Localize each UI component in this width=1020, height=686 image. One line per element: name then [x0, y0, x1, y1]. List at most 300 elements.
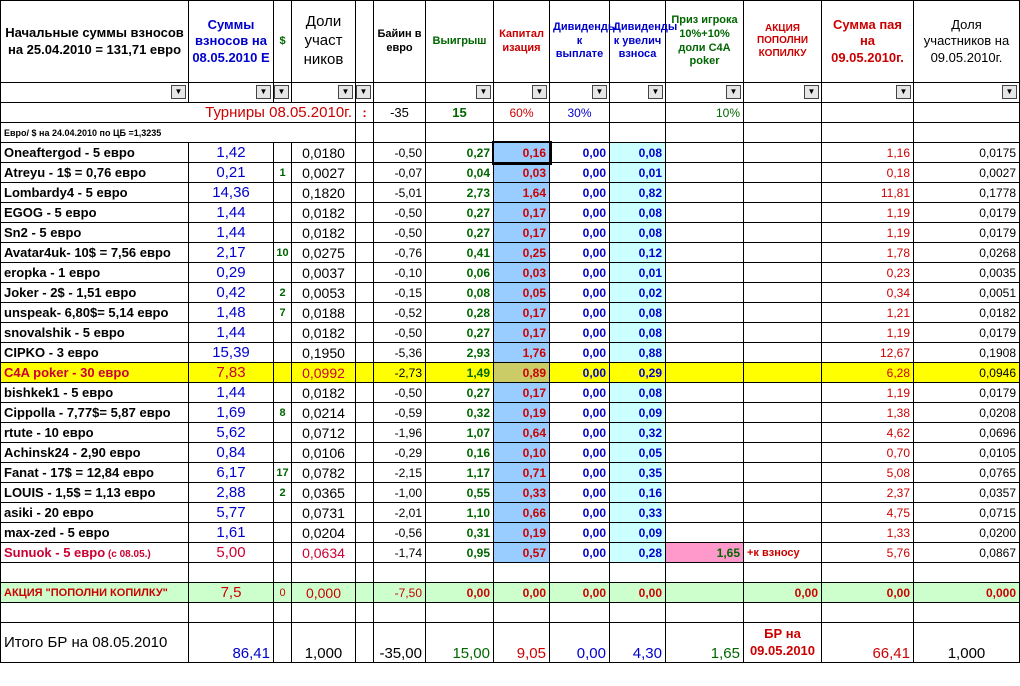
blank-cell — [822, 603, 914, 623]
prize-value — [666, 163, 744, 183]
dividend-increase-value: 0,08 — [610, 203, 666, 223]
header-dividends-increase: Дивиденды к увелич взноса — [610, 1, 666, 83]
blank-cell — [356, 383, 374, 403]
dividend-payout-value: 0,00 — [550, 323, 610, 343]
spacer-row — [1, 563, 1020, 583]
participant-name: bishkek1 - 5 евро — [1, 383, 189, 403]
blank-cell — [914, 563, 1020, 583]
header-initial-sums: Начальные суммы взносов на 25.04.2010 = 131,71 евро — [1, 1, 189, 83]
dividend-increase-value: 0,12 — [610, 243, 666, 263]
pay-sum-value: 1,33 — [822, 523, 914, 543]
table-row — [1, 483, 1020, 503]
new-share-value: 0,0182 — [914, 303, 1020, 323]
filter-dropdown-icon[interactable]: ▼ — [476, 85, 491, 99]
buyin-value: -0,76 — [374, 243, 426, 263]
akciya-usd: 0 — [274, 583, 292, 603]
filter-dropdown-icon[interactable]: ▼ — [1002, 85, 1017, 99]
contribution-sum: 1,42 — [189, 143, 274, 163]
win-value: 0,27 — [426, 383, 494, 403]
usd-amount: 17 — [274, 463, 292, 483]
dividend-payout-value: 0,00 — [550, 383, 610, 403]
dividend-increase-value: 0,01 — [610, 263, 666, 283]
akciya-divinc: 0,00 — [610, 583, 666, 603]
pay-sum-value: 1,19 — [822, 323, 914, 343]
blank-cell — [610, 563, 666, 583]
prize-value — [666, 483, 744, 503]
blank-cell — [494, 603, 550, 623]
capitalization-value: 0,33 — [494, 483, 550, 503]
usd-amount — [274, 383, 292, 403]
share-value: 0,0365 — [292, 483, 356, 503]
contribution-sum: 1,48 — [189, 303, 274, 323]
akciya-value — [744, 483, 822, 503]
usd-amount: 2 — [274, 283, 292, 303]
header-prize: Приз игрока 10%+10% доли С4А poker — [666, 1, 744, 83]
participant-name: Avatar4uk- 10$ = 7,56 евро — [1, 243, 189, 263]
buyin-value: -2,73 — [374, 363, 426, 383]
buyin-value: -0,50 — [374, 383, 426, 403]
participant-name: Achinsk24 - 2,90 евро — [1, 443, 189, 463]
header-buyin: Байин в евро — [374, 1, 426, 83]
table-row — [1, 403, 1020, 423]
akciya-akc: 0,00 — [744, 583, 822, 603]
blank-cell — [666, 563, 744, 583]
dividend-payout-value: 0,00 — [550, 203, 610, 223]
total-newshare: 1,000 — [914, 623, 1020, 663]
blank-cell — [744, 563, 822, 583]
new-share-value: 0,0715 — [914, 503, 1020, 523]
share-value: 0,0182 — [292, 223, 356, 243]
dividend-payout-value: 0,00 — [550, 363, 610, 383]
filter-dropdown-icon[interactable]: ▼ — [356, 85, 371, 99]
blank-cell — [1, 603, 189, 623]
table-row — [1, 263, 1020, 283]
buyin-value: -5,36 — [374, 343, 426, 363]
participant-name: Fanat - 17$ = 12,84 евро — [1, 463, 189, 483]
dividend-increase-value: 0,05 — [610, 443, 666, 463]
capitalization-value: 0,17 — [494, 303, 550, 323]
filter-dropdown-icon[interactable]: ▼ — [804, 85, 819, 99]
dividend-payout-value: 0,00 — [550, 283, 610, 303]
dividend-increase-value: 0,08 — [610, 323, 666, 343]
usd-amount — [274, 503, 292, 523]
contribution-sum: 1,44 — [189, 323, 274, 343]
new-share-value: 0,0175 — [914, 143, 1020, 163]
capitalization-value: 0,19 — [494, 403, 550, 423]
prize-value — [666, 383, 744, 403]
usd-amount — [274, 183, 292, 203]
win-value: 2,93 — [426, 343, 494, 363]
filter-dropdown-icon[interactable]: ▼ — [274, 85, 289, 99]
win-value: 1,10 — [426, 503, 494, 523]
dividend-payout-value: 0,00 — [550, 403, 610, 423]
filter-dropdown-icon[interactable]: ▼ — [338, 85, 353, 99]
filter-dropdown-icon[interactable]: ▼ — [896, 85, 911, 99]
participant-name: Atreyu - 1$ = 0,76 евро — [1, 163, 189, 183]
tournament-div-pct: 30% — [567, 105, 592, 120]
dividend-payout-value: 0,00 — [550, 443, 610, 463]
blank-cell — [374, 563, 426, 583]
participant-name: rtute - 10 евро — [1, 423, 189, 443]
dividend-payout-value: 0,00 — [550, 543, 610, 563]
blank-cell — [356, 243, 374, 263]
table-row — [1, 543, 1020, 563]
participant-name: LOUIS - 1,5$ = 1,13 евро — [1, 483, 189, 503]
blank-cell — [292, 563, 356, 583]
filter-dropdown-icon[interactable]: ▼ — [592, 85, 607, 99]
akciya-win: 0,00 — [426, 583, 494, 603]
buyin-value: -2,15 — [374, 463, 426, 483]
blank-cell — [356, 423, 374, 443]
new-share-value: 0,0179 — [914, 203, 1020, 223]
usd-amount — [274, 203, 292, 223]
pay-sum-value: 0,23 — [822, 263, 914, 283]
dividend-payout-value: 0,00 — [550, 163, 610, 183]
usd-amount — [274, 443, 292, 463]
new-share-value: 0,1778 — [914, 183, 1020, 203]
prize-value — [666, 343, 744, 363]
win-value: 0,32 — [426, 403, 494, 423]
prize-value — [666, 263, 744, 283]
blank-cell — [356, 163, 374, 183]
share-value: 0,0106 — [292, 443, 356, 463]
pay-sum-value: 1,78 — [822, 243, 914, 263]
pay-sum-value: 5,76 — [822, 543, 914, 563]
contribution-sum: 2,17 — [189, 243, 274, 263]
blank-cell — [356, 283, 374, 303]
akciya-value — [744, 303, 822, 323]
capitalization-value: 0,03 — [494, 263, 550, 283]
contribution-sum: 0,21 — [189, 163, 274, 183]
akciya-buyin: -7,50 — [374, 583, 426, 603]
prize-value — [666, 223, 744, 243]
blank-cell — [356, 503, 374, 523]
table-row — [1, 183, 1020, 203]
dividend-increase-value: 0,33 — [610, 503, 666, 523]
new-share-value: 0,0179 — [914, 223, 1020, 243]
blank-cell — [356, 303, 374, 323]
participant-name: unspeak- 6,80$= 5,14 евро — [1, 303, 189, 323]
akciya-label: АКЦИЯ "ПОПОЛНИ КОПИЛКУ" — [1, 583, 189, 603]
buyin-value: -1,74 — [374, 543, 426, 563]
blank-cell — [356, 523, 374, 543]
capitalization-value: 0,10 — [494, 443, 550, 463]
buyin-value: -0,56 — [374, 523, 426, 543]
pay-sum-value: 4,75 — [822, 503, 914, 523]
blank-cell — [356, 543, 374, 563]
contribution-sum: 5,62 — [189, 423, 274, 443]
dividend-increase-value: 0,88 — [610, 343, 666, 363]
dividend-payout-value: 0,00 — [550, 303, 610, 323]
dividend-increase-value: 0,08 — [610, 383, 666, 403]
capitalization-value: 0,25 — [494, 243, 550, 263]
dividend-increase-value: 0,82 — [610, 183, 666, 203]
usd-amount — [274, 363, 292, 383]
blank-cell — [744, 603, 822, 623]
capitalization-value: 0,17 — [494, 323, 550, 343]
total-share: 1,000 — [292, 623, 356, 663]
dividend-increase-value: 0,01 — [610, 163, 666, 183]
header-usd: $ — [274, 1, 292, 83]
blank-cell — [356, 603, 374, 623]
blank-cell — [356, 343, 374, 363]
usd-amount — [274, 263, 292, 283]
pay-sum-value: 1,19 — [822, 383, 914, 403]
new-share-value: 0,0035 — [914, 263, 1020, 283]
blank-cell — [356, 183, 374, 203]
table-row — [1, 203, 1020, 223]
table-row — [1, 323, 1020, 343]
win-value: 0,06 — [426, 263, 494, 283]
dividend-increase-value: 0,02 — [610, 283, 666, 303]
contribution-sum: 15,39 — [189, 343, 274, 363]
blank-cell — [274, 563, 292, 583]
prize-value — [666, 443, 744, 463]
contribution-sum: 0,42 — [189, 283, 274, 303]
capitalization-value: 1,64 — [494, 183, 550, 203]
capitalization-value: 0,64 — [494, 423, 550, 443]
prize-value — [666, 183, 744, 203]
akciya-value — [744, 463, 822, 483]
akciya-sum: 7,5 — [189, 583, 274, 603]
dividend-increase-value: 0,29 — [610, 363, 666, 383]
pay-sum-value: 12,67 — [822, 343, 914, 363]
participant-name: CIPKO - 3 евро — [1, 343, 189, 363]
pay-sum-value: 1,16 — [822, 143, 914, 163]
filter-dropdown-icon[interactable]: ▼ — [726, 85, 741, 99]
total-div: 0,00 — [550, 623, 610, 663]
total-win: 15,00 — [426, 623, 494, 663]
share-value: 0,0992 — [292, 363, 356, 383]
share-value: 0,0037 — [292, 263, 356, 283]
blank-cell — [356, 443, 374, 463]
share-value: 0,0180 — [292, 143, 356, 163]
dividend-payout-value: 0,00 — [550, 423, 610, 443]
share-value: 0,0712 — [292, 423, 356, 443]
buyin-value: -1,00 — [374, 483, 426, 503]
win-value: 0,28 — [426, 303, 494, 323]
buyin-value: -1,96 — [374, 423, 426, 443]
akciya-value — [744, 323, 822, 343]
contribution-sum: 14,36 — [189, 183, 274, 203]
win-value: 0,31 — [426, 523, 494, 543]
akciya-value — [744, 363, 822, 383]
filter-dropdown-icon[interactable]: ▼ — [171, 85, 186, 99]
dividend-increase-value: 0,08 — [610, 143, 666, 163]
total-prize: 1,65 — [666, 623, 744, 663]
participant-name: Sunuok - 5 евро (с 08.05.) — [1, 543, 189, 563]
dividend-payout-value: 0,00 — [550, 143, 610, 163]
rate-note: Евро/ $ на 24.04.2010 по ЦБ =1,3235 — [4, 127, 162, 138]
contribution-sum: 6,17 — [189, 463, 274, 483]
capitalization-value: 1,76 — [494, 343, 550, 363]
win-value: 2,73 — [426, 183, 494, 203]
blank-cell — [356, 623, 374, 663]
buyin-value: -0,50 — [374, 143, 426, 163]
table-row — [1, 223, 1020, 243]
table-row — [1, 303, 1020, 323]
buyin-value: -0,10 — [374, 263, 426, 283]
share-value: 0,0214 — [292, 403, 356, 423]
dividend-payout-value: 0,00 — [550, 503, 610, 523]
akciya-row — [1, 583, 1020, 603]
akciya-value — [744, 383, 822, 403]
new-share-value: 0,0200 — [914, 523, 1020, 543]
pay-sum-value: 6,28 — [822, 363, 914, 383]
header-new-shares: Доля участников на 09.05.2010г. — [914, 1, 1020, 83]
participant-name: EGOG - 5 евро — [1, 203, 189, 223]
blank-cell — [1, 563, 189, 583]
blank-cell — [494, 563, 550, 583]
filter-row — [1, 83, 1020, 103]
tournament-buyin: -35 — [390, 105, 409, 120]
usd-amount — [274, 323, 292, 343]
prize-value — [666, 463, 744, 483]
share-value: 0,0053 — [292, 283, 356, 303]
win-value: 0,08 — [426, 283, 494, 303]
contribution-sum: 1,69 — [189, 403, 274, 423]
usd-amount: 7 — [274, 303, 292, 323]
participant-name: snovalshik - 5 евро — [1, 323, 189, 343]
new-share-value: 0,0179 — [914, 383, 1020, 403]
header-sums-0805: Суммы взносов на 08.05.2010 Е — [189, 1, 274, 83]
contribution-sum: 0,84 — [189, 443, 274, 463]
header-capitalization: Капитал изация — [494, 1, 550, 83]
total-label: Итого БР на 08.05.2010 — [1, 623, 189, 663]
capitalization-value: 0,89 — [494, 363, 550, 383]
akciya-value — [744, 163, 822, 183]
akciya-value — [744, 403, 822, 423]
filter-dropdown-icon[interactable]: ▼ — [256, 85, 271, 99]
blank-cell — [822, 563, 914, 583]
pay-sum-value: 11,81 — [822, 183, 914, 203]
blank-cell — [189, 563, 274, 583]
dividend-payout-value: 0,00 — [550, 263, 610, 283]
header-win: Выигрыш — [426, 1, 494, 83]
blank-cell — [274, 623, 292, 663]
pay-sum-value: 4,62 — [822, 423, 914, 443]
share-value: 0,0204 — [292, 523, 356, 543]
capitalization-value: 0,17 — [494, 223, 550, 243]
capitalization-value: 0,66 — [494, 503, 550, 523]
akciya-value — [744, 423, 822, 443]
new-share-value: 0,0105 — [914, 443, 1020, 463]
blank-cell — [356, 563, 374, 583]
prize-value — [666, 403, 744, 423]
usd-amount — [274, 223, 292, 243]
participant-name: C4A poker - 30 евро — [1, 363, 189, 383]
akciya-value — [744, 243, 822, 263]
usd-amount — [274, 523, 292, 543]
share-value: 0,0027 — [292, 163, 356, 183]
new-share-value: 0,0027 — [914, 163, 1020, 183]
new-share-value: 0,0268 — [914, 243, 1020, 263]
contribution-sum: 1,44 — [189, 223, 274, 243]
total-br-label: БР на 09.05.2010 — [744, 623, 822, 663]
prize-value — [666, 363, 744, 383]
blank-cell — [356, 323, 374, 343]
buyin-value: -0,50 — [374, 203, 426, 223]
blank-cell — [356, 223, 374, 243]
blank-cell — [356, 483, 374, 503]
table-row — [1, 523, 1020, 543]
total-pay: 66,41 — [822, 623, 914, 663]
capitalization-value: 0,57 — [494, 543, 550, 563]
blank-cell — [356, 583, 374, 603]
win-value: 0,04 — [426, 163, 494, 183]
filter-dropdown-icon[interactable]: ▼ — [532, 85, 547, 99]
buyin-value: -0,59 — [374, 403, 426, 423]
table-row — [1, 383, 1020, 403]
akciya-value — [744, 283, 822, 303]
contribution-sum: 5,77 — [189, 503, 274, 523]
win-value: 1,07 — [426, 423, 494, 443]
akciya-value: +к взносу — [744, 543, 822, 563]
capitalization-value: 0,16 — [494, 143, 550, 163]
win-value: 0,41 — [426, 243, 494, 263]
blank-cell — [292, 603, 356, 623]
table-row — [1, 423, 1020, 443]
prize-value — [666, 423, 744, 443]
filter-dropdown-icon[interactable]: ▼ — [648, 85, 663, 99]
share-value: 0,0782 — [292, 463, 356, 483]
share-value: 0,1950 — [292, 343, 356, 363]
pay-sum-value: 5,08 — [822, 463, 914, 483]
dividend-payout-value: 0,00 — [550, 223, 610, 243]
dividend-increase-value: 0,28 — [610, 543, 666, 563]
pay-sum-value: 1,21 — [822, 303, 914, 323]
win-value: 0,27 — [426, 223, 494, 243]
share-value: 0,0275 — [292, 243, 356, 263]
dividend-increase-value: 0,16 — [610, 483, 666, 503]
blank-cell — [550, 603, 610, 623]
capitalization-value: 0,19 — [494, 523, 550, 543]
share-value: 0,0182 — [292, 323, 356, 343]
win-value: 0,16 — [426, 443, 494, 463]
blank-cell — [666, 583, 744, 603]
usd-amount — [274, 543, 292, 563]
pay-sum-value: 2,37 — [822, 483, 914, 503]
tournament-prize-pct: 10% — [715, 105, 740, 120]
new-share-value: 0,0179 — [914, 323, 1020, 343]
header-dividends-payout: Дивиденды к выплате — [550, 1, 610, 83]
buyin-value: -0,15 — [374, 283, 426, 303]
buyin-value: -0,50 — [374, 223, 426, 243]
buyin-value: -2,01 — [374, 503, 426, 523]
new-share-value: 0,0357 — [914, 483, 1020, 503]
contribution-sum: 1,44 — [189, 203, 274, 223]
new-share-value: 0,0696 — [914, 423, 1020, 443]
dividend-increase-value: 0,09 — [610, 403, 666, 423]
total-row — [1, 623, 1020, 663]
blank-cell — [914, 603, 1020, 623]
contribution-sum: 2,88 — [189, 483, 274, 503]
dividend-payout-value: 0,00 — [550, 343, 610, 363]
total-buyin: -35,00 — [374, 623, 426, 663]
blank-cell — [356, 363, 374, 383]
capitalization-value: 0,17 — [494, 203, 550, 223]
share-value: 0,0182 — [292, 383, 356, 403]
blank-cell — [374, 603, 426, 623]
win-value: 1,49 — [426, 363, 494, 383]
akciya-pay: 0,00 — [822, 583, 914, 603]
new-share-value: 0,0051 — [914, 283, 1020, 303]
new-share-value: 0,1908 — [914, 343, 1020, 363]
akciya-value — [744, 183, 822, 203]
usd-amount — [274, 343, 292, 363]
spacer-row — [1, 603, 1020, 623]
prize-value: 1,65 — [666, 543, 744, 563]
